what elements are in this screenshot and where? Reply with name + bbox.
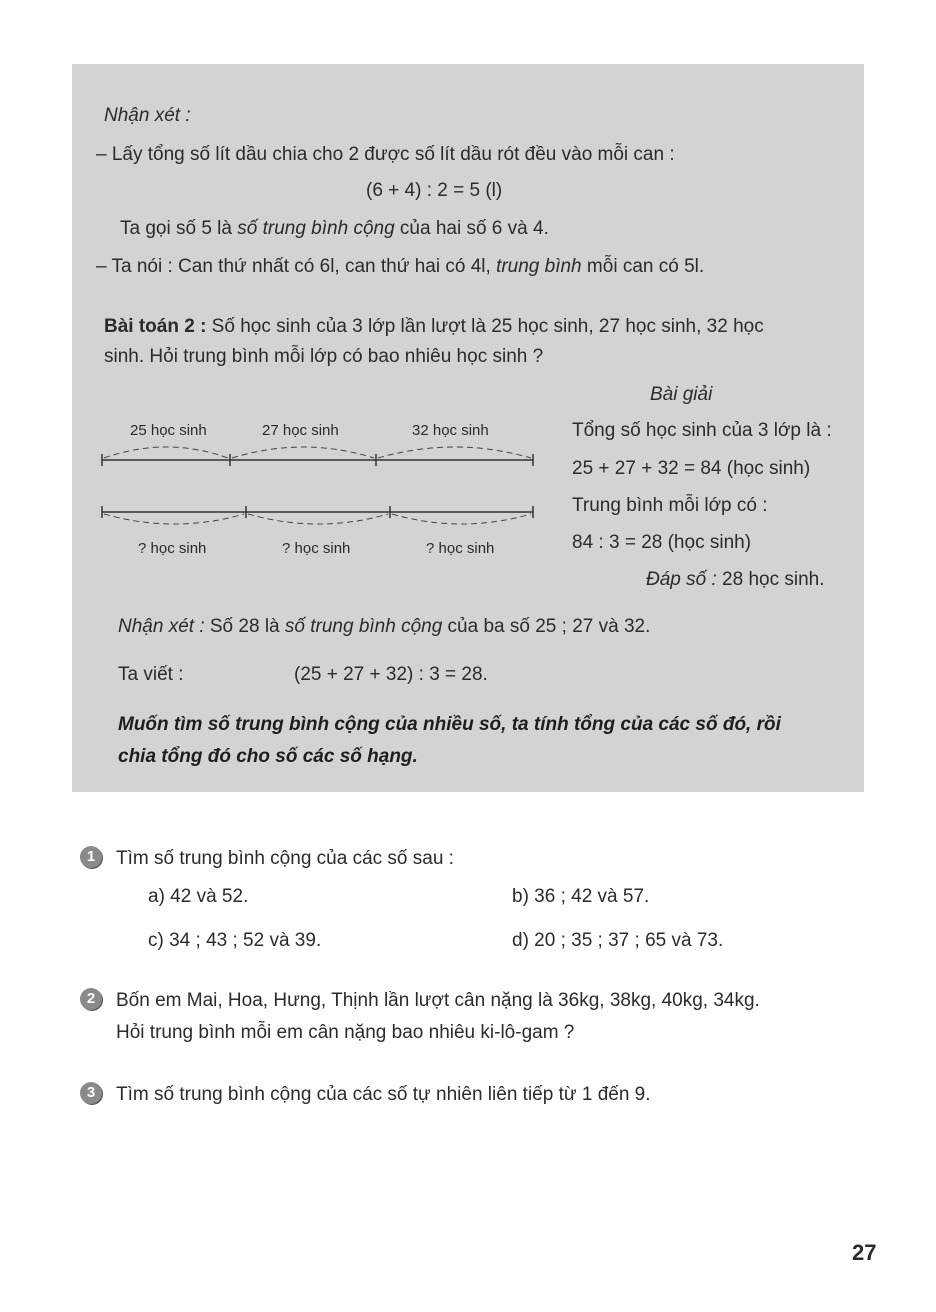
page-number: 27 xyxy=(852,1240,877,1265)
top-brace xyxy=(104,447,228,458)
rule-line-1: Muốn tìm số trung bình cộng của nhiều số, ta tính tổng của các số đó, rồi xyxy=(118,714,781,735)
solution-answer: Đáp số : 28 học sinh. xyxy=(646,569,825,590)
solution-heading: Bài giải xyxy=(650,384,713,405)
remark-line-2: Ta gọi số 5 là số trung bình cộng của hai số 6 và 4. xyxy=(120,218,549,239)
rule-line-2: chia tổng đó cho số các số hạng. xyxy=(118,746,418,767)
remark-line-3: – Ta nói : Can thứ nhất có 6l, can thứ hai có 4l, trung bình mỗi can có 5l. xyxy=(96,256,705,277)
exercise-2-badge: 2 xyxy=(80,988,102,1010)
exercise-3-text: Tìm số trung bình cộng của các số tự nhiên liên tiếp từ 1 đến 9. xyxy=(116,1084,651,1105)
bottom-brace xyxy=(248,514,388,524)
diagram-bottom-label: ? học sinh xyxy=(282,540,351,557)
diagram-bottom-label: ? học sinh xyxy=(138,540,207,557)
remark-line-1: – Lấy tổng số lít dầu chia cho 2 được số lít dầu rót đều vào mỗi can : xyxy=(96,144,675,165)
remark-2: Nhận xét : Số 28 là số trung bình cộng của ba số 25 ; 27 và 32. xyxy=(118,616,651,637)
solution-line-2: 25 + 27 + 32 = 84 (học sinh) xyxy=(572,458,811,479)
exercise-1a: a) 42 và 52. xyxy=(148,886,249,907)
exercise-1-text: Tìm số trung bình cộng của các số sau : xyxy=(116,848,454,869)
write-formula: (25 + 27 + 32) : 3 = 28. xyxy=(294,664,488,685)
exercise-1b: b) 36 ; 42 và 57. xyxy=(512,886,650,907)
top-brace xyxy=(378,447,531,458)
bottom-brace xyxy=(104,514,244,524)
solution-line-1: Tổng số học sinh của 3 lớp là : xyxy=(572,420,832,441)
diagram-top-label: 25 học sinh xyxy=(130,422,207,439)
exercise-1d: d) 20 ; 35 ; 37 ; 65 và 73. xyxy=(512,930,724,951)
bottom-brace xyxy=(392,514,531,524)
top-brace xyxy=(232,447,374,458)
exercise-2-line-2: Hỏi trung bình mỗi em cân nặng bao nhiêu ki-lô-gam ? xyxy=(116,1022,575,1043)
problem-2-line-2: sinh. Hỏi trung bình mỗi lớp có bao nhiêu học sinh ? xyxy=(104,346,544,367)
solution-line-4: 84 : 3 = 28 (học sinh) xyxy=(572,532,752,553)
write-label: Ta viết : xyxy=(118,664,184,685)
diagram-bottom-label: ? học sinh xyxy=(426,540,495,557)
diagram-top-label: 32 học sinh xyxy=(412,422,489,439)
exercise-2-line-1: Bốn em Mai, Hoa, Hưng, Thịnh lần lượt cân nặng là 36kg, 38kg, 40kg, 34kg. xyxy=(116,990,760,1011)
diagram-top-label: 27 học sinh xyxy=(262,422,339,439)
remark-label: Nhận xét : xyxy=(104,105,191,126)
exercise-1-badge: 1 xyxy=(80,846,102,868)
solution-line-3: Trung bình mỗi lớp có : xyxy=(572,495,768,516)
exercise-1c: c) 34 ; 43 ; 52 và 39. xyxy=(148,930,322,951)
exercise-3-badge: 3 xyxy=(80,1082,102,1104)
formula-1: (6 + 4) : 2 = 5 (l) xyxy=(366,180,503,201)
problem-2-line-1: Bài toán 2 : Số học sinh của 3 lớp lần lượt là 25 học sinh, 27 học sinh, 32 học xyxy=(104,316,764,337)
